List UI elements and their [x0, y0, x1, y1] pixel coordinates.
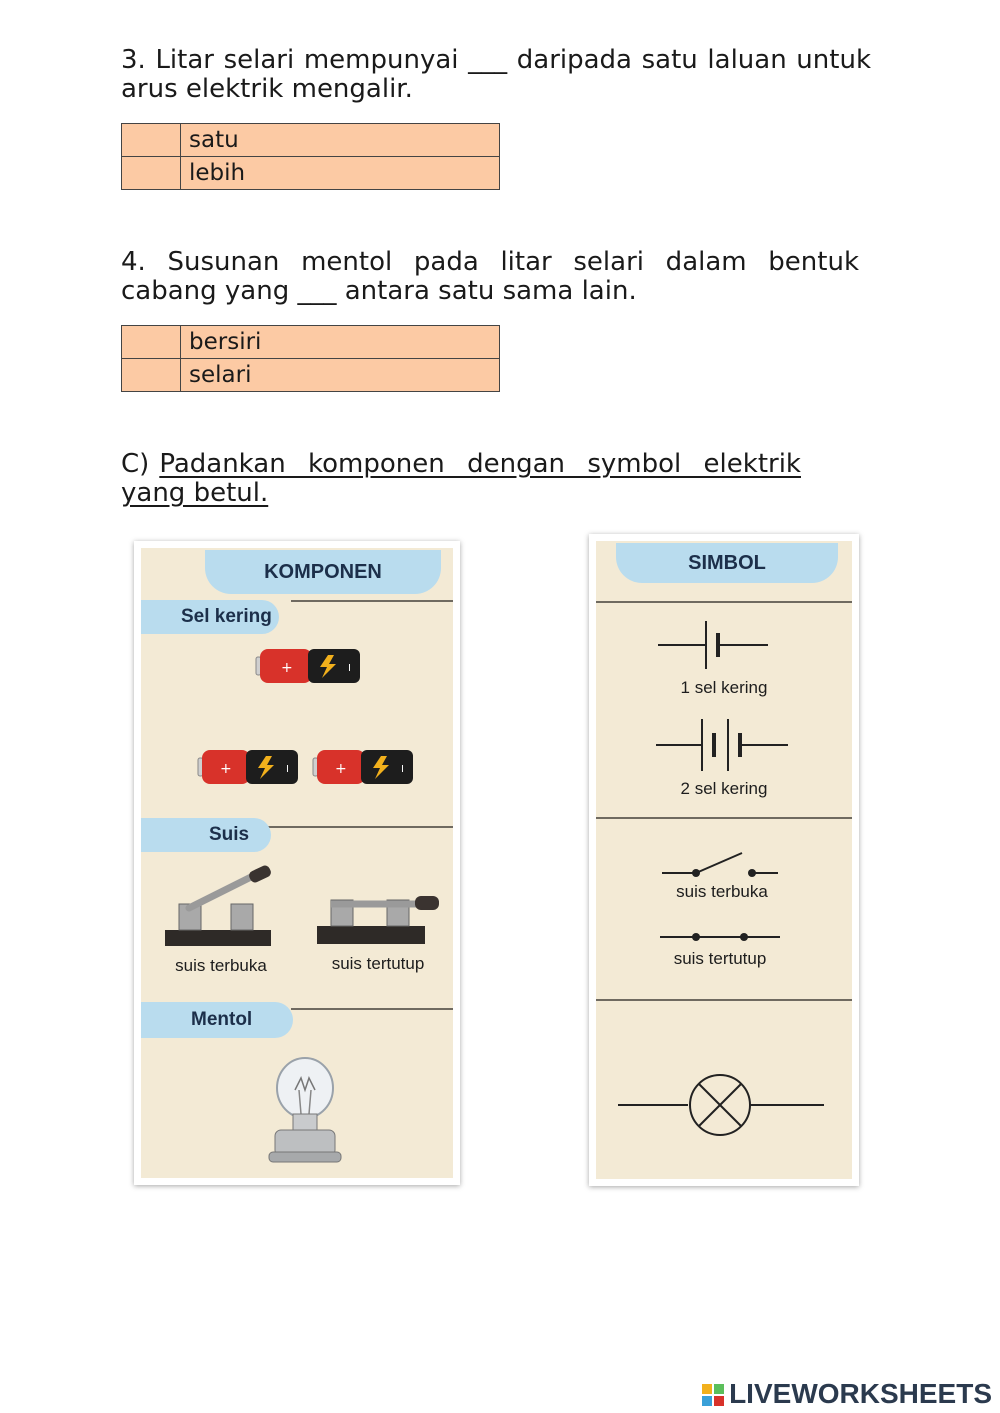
svg-text:I: I	[401, 764, 404, 775]
question-4-text: 4. Susunan mentol pada litar selari dalam bentuk cabang yang ___ antara satu sama lain.	[121, 247, 859, 306]
liveworksheets-logo	[702, 1378, 992, 1410]
brand-name: LIVEWORKSHEETS	[729, 1378, 992, 1409]
lamp-symbol	[618, 1073, 828, 1137]
section-c-heading	[121, 450, 801, 508]
divider	[291, 600, 453, 602]
answer-checkbox[interactable]	[122, 326, 181, 359]
divider	[291, 1008, 453, 1010]
question-3-options	[121, 123, 500, 190]
bulb-icon	[265, 1056, 345, 1166]
divider	[596, 601, 852, 603]
answer-checkbox[interactable]	[122, 124, 181, 157]
mentol-label: Mentol	[141, 1002, 293, 1038]
suis-terbuka-label: suis terbuka	[175, 956, 267, 975]
svg-text:I: I	[286, 764, 289, 775]
suis-tertutup-label: suis tertutup	[331, 954, 425, 973]
question-3-text: 3. Litar selari mempunyai ___ daripada satu laluan untuk arus elektrik mengalir.	[121, 45, 871, 104]
svg-text:I: I	[348, 663, 351, 674]
answer-checkbox[interactable]	[122, 157, 181, 190]
suis-tertutup-symbol-label: suis tertutup	[673, 949, 767, 968]
option-row	[122, 157, 500, 190]
section-label: C)	[121, 449, 150, 479]
svg-text:+: +	[335, 761, 347, 777]
double-cell-symbol	[656, 719, 792, 771]
suis-label: Suis	[141, 818, 271, 852]
closed-switch-symbol	[660, 929, 780, 945]
satu-sel-label: 1 sel kering	[680, 678, 768, 697]
option-row	[122, 326, 500, 359]
closed-switch-icon	[317, 868, 441, 948]
battery-icon	[256, 647, 366, 687]
sel-kering-label: Sel kering	[141, 600, 279, 634]
simbol-panel	[596, 541, 852, 1179]
answer-checkbox[interactable]	[122, 359, 181, 392]
section-instruction: Padankan komponen dengan symbol elektrik yang betul.	[121, 449, 801, 508]
suis-terbuka-symbol-label: suis terbuka	[676, 882, 768, 901]
svg-text:+: +	[220, 761, 232, 777]
single-cell-symbol	[658, 621, 774, 671]
battery-icon	[198, 748, 302, 788]
option-label: bersiri	[181, 326, 500, 359]
svg-text:+: +	[281, 660, 293, 676]
divider	[596, 817, 852, 819]
divider	[596, 999, 852, 1001]
option-label: lebih	[181, 157, 500, 190]
option-label: selari	[181, 359, 500, 392]
question-4-options	[121, 325, 500, 392]
dua-sel-label: 2 sel kering	[680, 779, 768, 798]
option-row	[122, 124, 500, 157]
komponen-panel	[141, 548, 453, 1178]
option-row	[122, 359, 500, 392]
open-switch-icon	[165, 868, 275, 948]
battery-icon	[313, 748, 417, 788]
simbol-title: SIMBOL	[616, 543, 838, 583]
brand-grid-icon	[702, 1384, 726, 1408]
option-label: satu	[181, 124, 500, 157]
komponen-title: KOMPONEN	[205, 550, 441, 594]
